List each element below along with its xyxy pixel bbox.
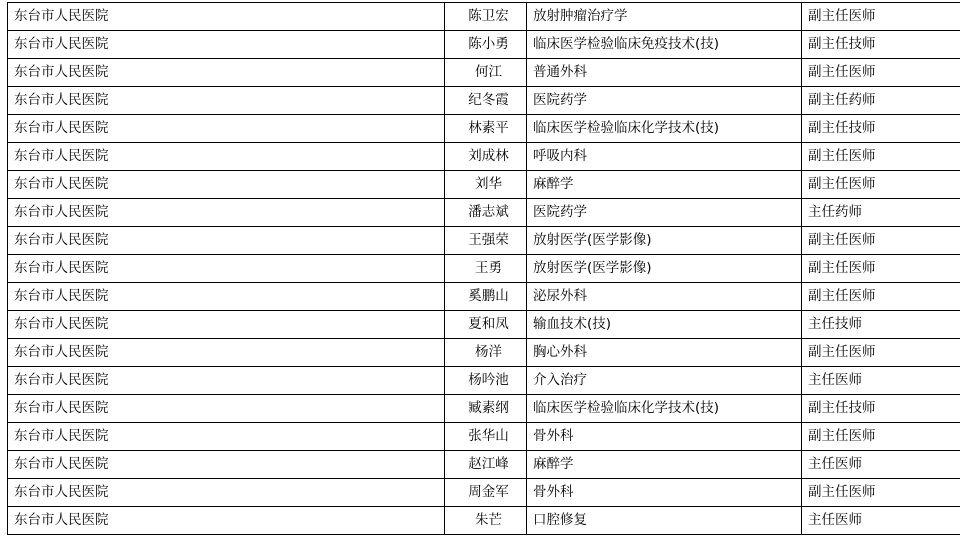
cell-specialty: 临床医学检验临床化学技术(技) — [527, 395, 802, 423]
table-row — [8, 59, 960, 87]
cell-hospital: 东台市人民医院 — [8, 255, 445, 283]
cell-hospital: 东台市人民医院 — [8, 451, 445, 479]
table-row — [8, 171, 960, 199]
cell-name: 奚鹏山 — [445, 283, 527, 311]
cell-hospital: 东台市人民医院 — [8, 87, 445, 115]
cell-name: 王勇 — [445, 255, 527, 283]
cell-specialty: 麻醉学 — [527, 451, 802, 479]
table-row — [8, 255, 960, 283]
professional-title-roster-table — [7, 2, 960, 535]
cell-title: 副主任医师 — [802, 479, 960, 507]
cell-title: 副主任技师 — [802, 31, 960, 59]
table-row — [8, 479, 960, 507]
cell-name: 陈小勇 — [445, 31, 527, 59]
table-row — [8, 3, 960, 31]
cell-specialty: 胸心外科 — [527, 339, 802, 367]
cell-title: 副主任医师 — [802, 255, 960, 283]
cell-specialty: 放射肿瘤治疗学 — [527, 3, 802, 31]
cell-name: 朱芒 — [445, 507, 527, 535]
cell-name: 潘志斌 — [445, 199, 527, 227]
cell-name: 臧素纲 — [445, 395, 527, 423]
table-row — [8, 115, 960, 143]
cell-specialty: 医院药学 — [527, 199, 802, 227]
cell-title: 副主任医师 — [802, 423, 960, 451]
cell-name: 刘成林 — [445, 143, 527, 171]
table-body — [8, 3, 960, 535]
cell-title: 副主任医师 — [802, 171, 960, 199]
cell-hospital: 东台市人民医院 — [8, 227, 445, 255]
cell-specialty: 放射医学(医学影像) — [527, 255, 802, 283]
cell-name: 夏和凤 — [445, 311, 527, 339]
cell-specialty: 呼吸内科 — [527, 143, 802, 171]
cell-hospital: 东台市人民医院 — [8, 339, 445, 367]
cell-hospital: 东台市人民医院 — [8, 479, 445, 507]
cell-title: 主任医师 — [802, 367, 960, 395]
cell-title: 副主任技师 — [802, 115, 960, 143]
cell-hospital: 东台市人民医院 — [8, 115, 445, 143]
cell-title: 主任药师 — [802, 199, 960, 227]
cell-title: 副主任医师 — [802, 339, 960, 367]
table-row — [8, 31, 960, 59]
cell-title: 副主任技师 — [802, 395, 960, 423]
table-row — [8, 451, 960, 479]
table-row — [8, 283, 960, 311]
cell-hospital: 东台市人民医院 — [8, 367, 445, 395]
cell-name: 何江 — [445, 59, 527, 87]
cell-hospital: 东台市人民医院 — [8, 423, 445, 451]
table-row — [8, 395, 960, 423]
cell-hospital: 东台市人民医院 — [8, 283, 445, 311]
cell-specialty: 临床医学检验临床化学技术(技) — [527, 115, 802, 143]
cell-name: 刘华 — [445, 171, 527, 199]
cell-hospital: 东台市人民医院 — [8, 311, 445, 339]
table-row — [8, 311, 960, 339]
cell-hospital: 东台市人民医院 — [8, 171, 445, 199]
cell-specialty: 骨外科 — [527, 423, 802, 451]
table-row — [8, 143, 960, 171]
table-row — [8, 367, 960, 395]
cell-name: 赵江峰 — [445, 451, 527, 479]
table-row — [8, 199, 960, 227]
table-row — [8, 423, 960, 451]
table-row — [8, 227, 960, 255]
cell-name: 林素平 — [445, 115, 527, 143]
cell-name: 杨吟池 — [445, 367, 527, 395]
cell-name: 王强荣 — [445, 227, 527, 255]
cell-title: 主任医师 — [802, 507, 960, 535]
cell-specialty: 泌尿外科 — [527, 283, 802, 311]
cell-name: 纪冬霞 — [445, 87, 527, 115]
cell-title: 副主任医师 — [802, 3, 960, 31]
cell-hospital: 东台市人民医院 — [8, 3, 445, 31]
cell-specialty: 输血技术(技) — [527, 311, 802, 339]
cell-specialty: 临床医学检验临床免疫技术(技) — [527, 31, 802, 59]
cell-hospital: 东台市人民医院 — [8, 31, 445, 59]
table-row — [8, 339, 960, 367]
cell-specialty: 医院药学 — [527, 87, 802, 115]
cell-title: 主任技师 — [802, 311, 960, 339]
table-row — [8, 507, 960, 535]
cell-title: 副主任医师 — [802, 59, 960, 87]
cell-specialty: 普通外科 — [527, 59, 802, 87]
cell-hospital: 东台市人民医院 — [8, 395, 445, 423]
cell-specialty: 口腔修复 — [527, 507, 802, 535]
cell-name: 陈卫宏 — [445, 3, 527, 31]
cell-title: 副主任医师 — [802, 227, 960, 255]
cell-specialty: 麻醉学 — [527, 171, 802, 199]
cell-title: 副主任医师 — [802, 283, 960, 311]
cell-name: 杨洋 — [445, 339, 527, 367]
cell-hospital: 东台市人民医院 — [8, 507, 445, 535]
cell-title: 主任医师 — [802, 451, 960, 479]
cell-title: 副主任药师 — [802, 87, 960, 115]
cell-title: 副主任医师 — [802, 143, 960, 171]
cell-name: 张华山 — [445, 423, 527, 451]
cell-specialty: 放射医学(医学影像) — [527, 227, 802, 255]
cell-hospital: 东台市人民医院 — [8, 199, 445, 227]
table-row — [8, 87, 960, 115]
cell-name: 周金军 — [445, 479, 527, 507]
cell-specialty: 骨外科 — [527, 479, 802, 507]
cell-hospital: 东台市人民医院 — [8, 59, 445, 87]
cell-hospital: 东台市人民医院 — [8, 143, 445, 171]
cell-specialty: 介入治疗 — [527, 367, 802, 395]
